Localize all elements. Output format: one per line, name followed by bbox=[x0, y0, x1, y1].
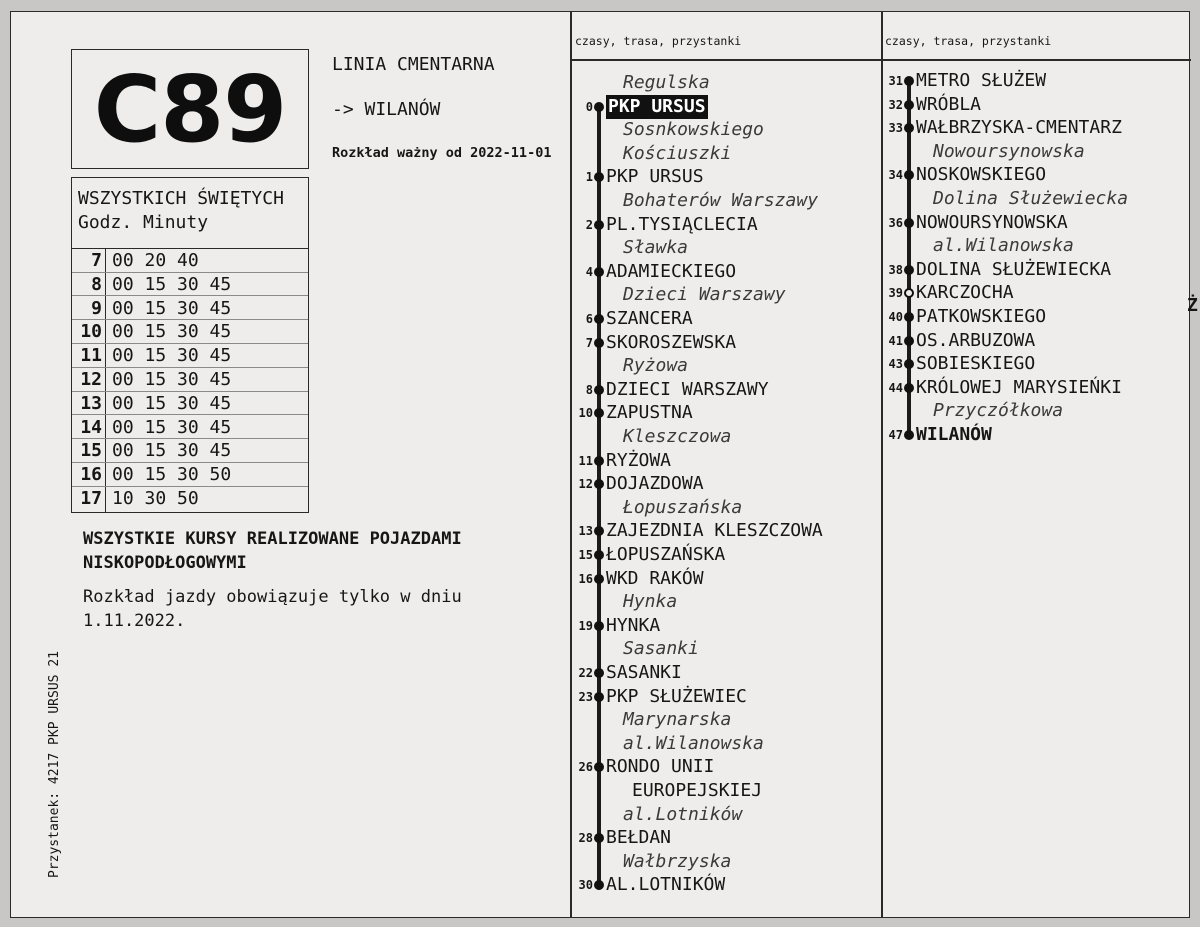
stop-info: Przystanek: 4217 PKP URSUS 21 bbox=[47, 651, 62, 878]
travel-time: 33 bbox=[888, 121, 903, 136]
stop-name: ZAPUSTNA bbox=[606, 402, 693, 424]
stop-dot-icon bbox=[904, 430, 914, 440]
hour-cell: 13 bbox=[80, 392, 102, 414]
route-stop bbox=[571, 661, 871, 685]
stop-name: NOWOURSYNOWSKA bbox=[916, 211, 1068, 233]
timetable-sheet bbox=[10, 11, 1198, 918]
travel-time: 4 bbox=[585, 264, 593, 279]
stop-dot-icon bbox=[904, 383, 914, 393]
minutes-cell: 10 30 50 bbox=[112, 488, 199, 509]
minutes-cell: 00 15 30 45 bbox=[112, 321, 232, 343]
stop-name: KARCZOCHA bbox=[916, 282, 1014, 304]
route-stop bbox=[571, 519, 871, 543]
table-header bbox=[72, 178, 308, 249]
minutes-cell: 00 15 30 45 bbox=[112, 369, 232, 390]
valid-from: Rozkład ważny od 2022-11-01 bbox=[332, 145, 552, 161]
stop-name: NOSKOWSKIEGO bbox=[916, 164, 1047, 186]
travel-time: 7 bbox=[585, 335, 593, 350]
route-stop bbox=[571, 165, 871, 189]
stop-dot-icon bbox=[594, 172, 604, 182]
stop-name: RONDO UNII bbox=[606, 756, 715, 778]
hour-cell: 7 bbox=[91, 250, 102, 271]
travel-time: 11 bbox=[578, 453, 593, 468]
stop-name: RYŻOWA bbox=[606, 449, 672, 471]
stop-dot-icon bbox=[594, 314, 604, 324]
stop-dot-icon bbox=[594, 833, 604, 843]
column-header: czasy, trasa, przystanki bbox=[575, 34, 742, 48]
minutes-cell: 00 20 40 bbox=[112, 250, 199, 271]
stop-dot-icon bbox=[594, 526, 604, 536]
stop-name: SASANKI bbox=[606, 662, 682, 683]
line-number: C89 bbox=[71, 49, 309, 169]
table-row bbox=[72, 487, 308, 511]
travel-time: 16 bbox=[578, 571, 593, 586]
travel-time: 40 bbox=[888, 310, 903, 324]
street-name: Przyczółkowa bbox=[933, 400, 1064, 422]
route-stop bbox=[881, 305, 1181, 329]
hour-cell: 17 bbox=[80, 488, 102, 509]
minutes-cell: 00 15 30 45 bbox=[112, 345, 232, 367]
route-direction: -> WILANÓW bbox=[332, 99, 441, 120]
stop-dot-icon bbox=[594, 574, 604, 584]
stop-dot-icon bbox=[594, 621, 604, 631]
stop-name: WILANÓW bbox=[916, 424, 992, 445]
hour-cell: 10 bbox=[80, 321, 102, 343]
street-name: al.Lotników bbox=[623, 803, 743, 825]
table-row bbox=[72, 416, 308, 440]
stop-dot-icon bbox=[594, 479, 604, 489]
route-stop bbox=[571, 401, 871, 425]
stop-dot-icon bbox=[594, 880, 604, 890]
street-name: al.Wilanowska bbox=[623, 732, 764, 754]
street-name: Sławka bbox=[623, 237, 689, 259]
route-stop bbox=[881, 69, 1181, 93]
table-row bbox=[72, 344, 308, 368]
route-stop bbox=[571, 755, 871, 779]
travel-time: 12 bbox=[578, 477, 593, 492]
stop-name: SOBIESKIEGO bbox=[916, 353, 1036, 375]
table-row bbox=[72, 392, 308, 416]
stop-name: WAŁBRZYSKA-CMENTARZ bbox=[916, 117, 1122, 139]
validity-note: Rozkład jazdy obowiązuje tylko w dniu 1.11.2022. bbox=[83, 587, 462, 631]
stop-name: ZAJEZDNIA KLESZCZOWA bbox=[606, 520, 823, 542]
travel-time: 34 bbox=[888, 168, 903, 183]
stop-name: HYNKA bbox=[606, 614, 661, 636]
column-divider bbox=[881, 12, 883, 917]
stop-dot-icon bbox=[594, 456, 604, 466]
travel-time: 31 bbox=[888, 74, 903, 88]
route-stop bbox=[881, 281, 1181, 305]
stop-dot-icon bbox=[904, 359, 914, 369]
street-name: Sosnkowskiego bbox=[623, 119, 764, 141]
route-stop bbox=[571, 873, 871, 897]
street-name: Marynarska bbox=[623, 709, 732, 731]
hour-cell: 9 bbox=[91, 297, 102, 319]
minutes-cell: 00 15 30 45 bbox=[112, 392, 232, 414]
hour-cell: 16 bbox=[80, 464, 102, 486]
travel-time: 32 bbox=[888, 97, 903, 112]
travel-time: 22 bbox=[578, 666, 593, 680]
route-stop bbox=[571, 543, 871, 567]
street-name: Nowoursynowska bbox=[933, 140, 1085, 162]
stop-name-continued: EUROPEJSKIEJ bbox=[632, 780, 763, 801]
stop-dot-icon bbox=[594, 550, 604, 560]
travel-time: 0 bbox=[585, 99, 593, 114]
stop-dot-icon bbox=[904, 336, 914, 346]
table-row bbox=[72, 439, 308, 463]
stop-dot-icon bbox=[594, 338, 604, 348]
stop-dot-icon bbox=[594, 102, 604, 112]
route-stop bbox=[571, 213, 871, 237]
table-row bbox=[72, 249, 308, 273]
travel-time: 36 bbox=[888, 215, 903, 230]
route-stop bbox=[881, 329, 1181, 353]
route-stop bbox=[571, 307, 871, 331]
table-row bbox=[72, 368, 308, 392]
stop-name: DOLINA SŁUŻEWIECKA bbox=[916, 258, 1112, 280]
route-stop bbox=[881, 211, 1181, 235]
day-type: WSZYSTKICH ŚWIĘTYCH bbox=[78, 188, 284, 209]
travel-time: 28 bbox=[578, 831, 593, 846]
route-stop bbox=[571, 260, 871, 284]
route-stop bbox=[881, 258, 1181, 282]
stop-name: PKP SŁUŻEWIEC bbox=[606, 685, 747, 707]
stop-name: METRO SŁUŻEW bbox=[916, 70, 1047, 91]
travel-time: 15 bbox=[578, 548, 593, 562]
street-name: Ryżowa bbox=[623, 355, 689, 377]
travel-time: 30 bbox=[578, 878, 593, 893]
stop-dot-icon bbox=[594, 762, 604, 772]
route-title: LINIA CMENTARNA bbox=[332, 54, 495, 75]
street-name: Sasanki bbox=[623, 638, 699, 660]
stop-name: PL.TYSIĄCLECIA bbox=[606, 213, 758, 235]
street-name: al.Wilanowska bbox=[933, 235, 1074, 257]
minutes-cell: 00 15 30 45 bbox=[112, 416, 232, 438]
stop-name: SKOROSZEWSKA bbox=[606, 331, 737, 353]
stop-dot-icon bbox=[594, 220, 604, 230]
stop-name: ADAMIECKIEGO bbox=[606, 260, 737, 282]
stop-dot-icon bbox=[904, 100, 914, 110]
street-name: Regulska bbox=[623, 72, 710, 93]
minutes-cell: 00 15 30 45 bbox=[112, 273, 232, 295]
route-stop bbox=[571, 449, 871, 473]
hour-cell: 11 bbox=[80, 345, 102, 367]
travel-time: 10 bbox=[578, 406, 593, 421]
stop-dot-icon bbox=[594, 408, 604, 418]
stop-dot-icon bbox=[594, 668, 604, 678]
stop-name: DZIECI WARSZAWY bbox=[606, 378, 769, 400]
route-stop bbox=[571, 685, 871, 709]
edge-mark: Ż bbox=[1187, 295, 1198, 316]
street-name: Wałbrzyska bbox=[623, 850, 732, 872]
travel-time: 23 bbox=[578, 689, 593, 704]
street-name: Kleszczowa bbox=[623, 426, 732, 447]
travel-time: 2 bbox=[585, 217, 593, 232]
stop-name: PKP URSUS bbox=[606, 166, 704, 188]
hour-cell: 8 bbox=[91, 273, 102, 295]
on-demand-stop-icon bbox=[904, 288, 914, 298]
stop-dot-icon bbox=[904, 170, 914, 180]
stop-name: ŁOPUSZAŃSKA bbox=[606, 544, 726, 565]
route-stop bbox=[881, 352, 1181, 376]
travel-time: 1 bbox=[585, 170, 593, 185]
stop-dot-icon bbox=[594, 692, 604, 702]
street-name: Dzieci Warszawy bbox=[623, 284, 786, 306]
travel-time: 38 bbox=[888, 262, 903, 277]
travel-time: 47 bbox=[888, 428, 903, 442]
table-row bbox=[72, 463, 308, 487]
minutes-cell: 00 15 30 45 bbox=[112, 297, 232, 319]
travel-time: 43 bbox=[888, 357, 903, 372]
route-stop bbox=[571, 472, 871, 496]
minutes-cell: 00 15 30 50 bbox=[112, 464, 232, 486]
street-name: Kościuszki bbox=[623, 142, 732, 164]
stop-dot-icon bbox=[904, 265, 914, 275]
street-name: Łopuszańska bbox=[623, 496, 743, 518]
stop-dot-icon bbox=[904, 123, 914, 133]
header-rule bbox=[571, 59, 1191, 61]
route-stop bbox=[881, 93, 1181, 117]
stop-name: PATKOWSKIEGO bbox=[916, 306, 1047, 327]
route-stop bbox=[881, 376, 1181, 400]
stop-name: KRÓLOWEJ MARYSIEŃKI bbox=[916, 376, 1122, 398]
stop-dot-icon bbox=[904, 218, 914, 228]
route-stop bbox=[881, 116, 1181, 140]
street-name: Bohaterów Warszawy bbox=[623, 190, 819, 211]
stop-name: AL.LOTNIKÓW bbox=[606, 874, 726, 896]
stop-name: SZANCERA bbox=[606, 308, 693, 329]
travel-time: 6 bbox=[585, 312, 593, 326]
stop-name: OS.ARBUZOWA bbox=[916, 329, 1036, 351]
travel-time: 41 bbox=[888, 333, 903, 348]
street-name: Hynka bbox=[623, 591, 678, 613]
route-stop bbox=[571, 331, 871, 355]
travel-time: 44 bbox=[888, 380, 903, 395]
departure-table bbox=[71, 177, 309, 513]
route-stop bbox=[571, 826, 871, 850]
route-stop bbox=[881, 163, 1181, 187]
current-stop-name: PKP URSUS bbox=[608, 95, 706, 117]
stop-dot-icon bbox=[904, 312, 914, 322]
route-stop bbox=[881, 423, 1181, 447]
stop-name: WRÓBLA bbox=[916, 93, 982, 115]
stop-dot-icon bbox=[594, 267, 604, 277]
stop-dot-icon bbox=[594, 385, 604, 395]
route-stop bbox=[571, 567, 871, 591]
travel-time: 39 bbox=[888, 286, 903, 301]
route-stop bbox=[571, 614, 871, 638]
column-header: czasy, trasa, przystanki bbox=[885, 34, 1052, 48]
stop-name: DOJAZDOWA bbox=[606, 473, 704, 495]
low-floor-note: WSZYSTKIE KURSY REALIZOWANE POJAZDAMI NISKOPODŁOGOWYMI bbox=[83, 529, 462, 573]
route-stop bbox=[571, 95, 871, 119]
hour-cell: 15 bbox=[80, 440, 102, 462]
stop-name: BEŁDAN bbox=[606, 827, 672, 849]
minutes-cell: 00 15 30 45 bbox=[112, 440, 232, 462]
stop-dot-icon bbox=[904, 76, 914, 86]
table-row bbox=[72, 297, 308, 321]
table-row bbox=[72, 320, 308, 344]
table-column-header: Godz. Minuty bbox=[78, 212, 209, 233]
hour-cell: 14 bbox=[80, 416, 102, 438]
travel-time: 26 bbox=[578, 760, 593, 775]
hour-cell: 12 bbox=[80, 369, 102, 390]
stop-name: WKD RAKÓW bbox=[606, 567, 704, 589]
table-row bbox=[72, 273, 308, 297]
route-stop bbox=[571, 378, 871, 402]
travel-time: 13 bbox=[578, 524, 593, 539]
travel-time: 8 bbox=[585, 382, 593, 397]
travel-time: 19 bbox=[578, 618, 593, 633]
street-name: Dolina Służewiecka bbox=[933, 188, 1129, 209]
